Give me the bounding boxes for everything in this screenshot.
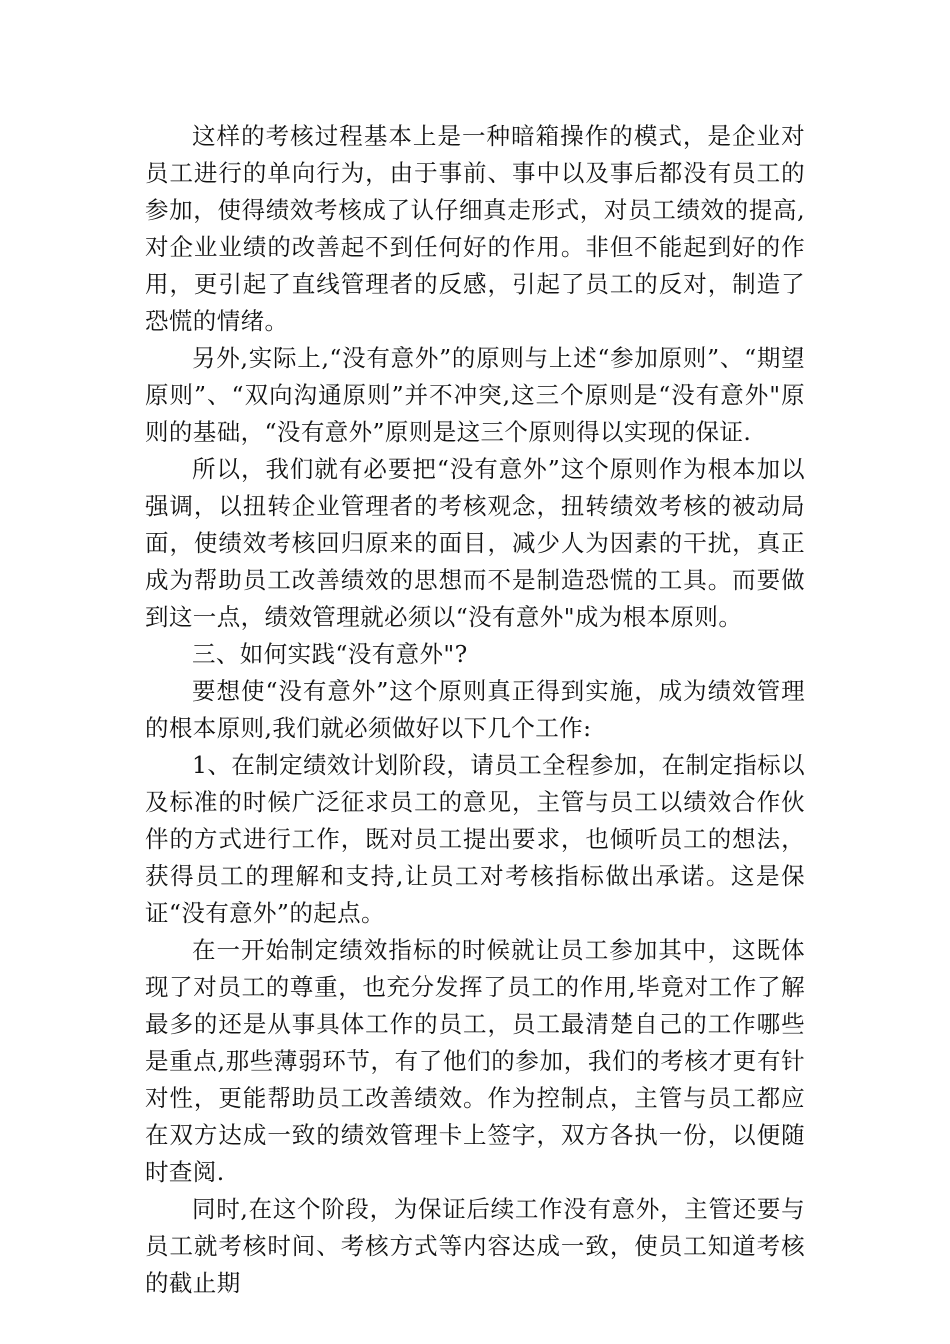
paragraph-step-1: 1、在制定绩效计划阶段，请员工全程参加，在制定指标以及标准的时候广泛征求员工的意见，主管与员工以绩效合作伙伴的方式进行工作，既对员工提出要求，也倾听员工的想法，获得员工的理解和支持,让员工对考核指标做出承诺。这是保证“没有意外”的起点。 — [145, 751, 805, 927]
body-text — [145, 118, 805, 1302]
paragraph-emphasis: 所以，我们就有必要把“没有意外”这个原则作为根本加以强调，以扭转企业管理者的考核观念，扭转绩效考核的被动局面，使绩效考核回归原来的面目，减少人为因素的干扰，真正成为帮助员工改善绩效的思想而不是制造恐慌的工具。而要做到这一点，绩效管理就必须以“没有意外"成为根本原则。 — [145, 455, 805, 631]
paragraph-participation: 在一开始制定绩效指标的时候就让员工参加其中，这既体现了对员工的尊重，也充分发挥了员工的作用,毕竟对工作了解最多的还是从事具体工作的员工，员工最清楚自己的工作哪些是重点,那些薄弱环节，有了他们的参加，我们的考核才更有针对性，更能帮助员工改善绩效。作为控制点，主管与员工都应在双方达成一致的绩效管理卡上签字，双方各执一份，以便随时查阅. — [145, 936, 805, 1186]
paragraph-black-box-assessment: 这样的考核过程基本上是一种暗箱操作的模式，是企业对员工进行的单向行为，由于事前、事中以及事后都没有员工的参加，使得绩效考核成了认仔细真走形式，对员工绩效的提高,对企业业绩的改善起不到任何好的作用。非但不能起到好的作用，更引起了直线管理者的反感，引起了员工的反对，制造了恐慌的情绪。 — [145, 122, 805, 335]
paragraph-principles-relation: 另外,实际上,“没有意外”的原则与上述“参加原则”、“期望原则”、“双向沟通原则”并不冲突,这三个原则是“没有意外"原则的基础，“没有意外”原则是这三个原则得以实现的保证. — [145, 344, 805, 446]
paragraph-timing: 同时,在这个阶段，为保证后续工作没有意外，主管还要与员工就考核时间、考核方式等内容达成一致，使员工知道考核的截止期 — [145, 1195, 805, 1297]
paragraph-intro-tasks: 要想使“没有意外”这个原则真正得到实施，成为绩效管理的根本原则,我们就必须做好以下几个工作: — [145, 677, 805, 742]
section-heading: 三、如何实践“没有意外"? — [192, 640, 468, 668]
